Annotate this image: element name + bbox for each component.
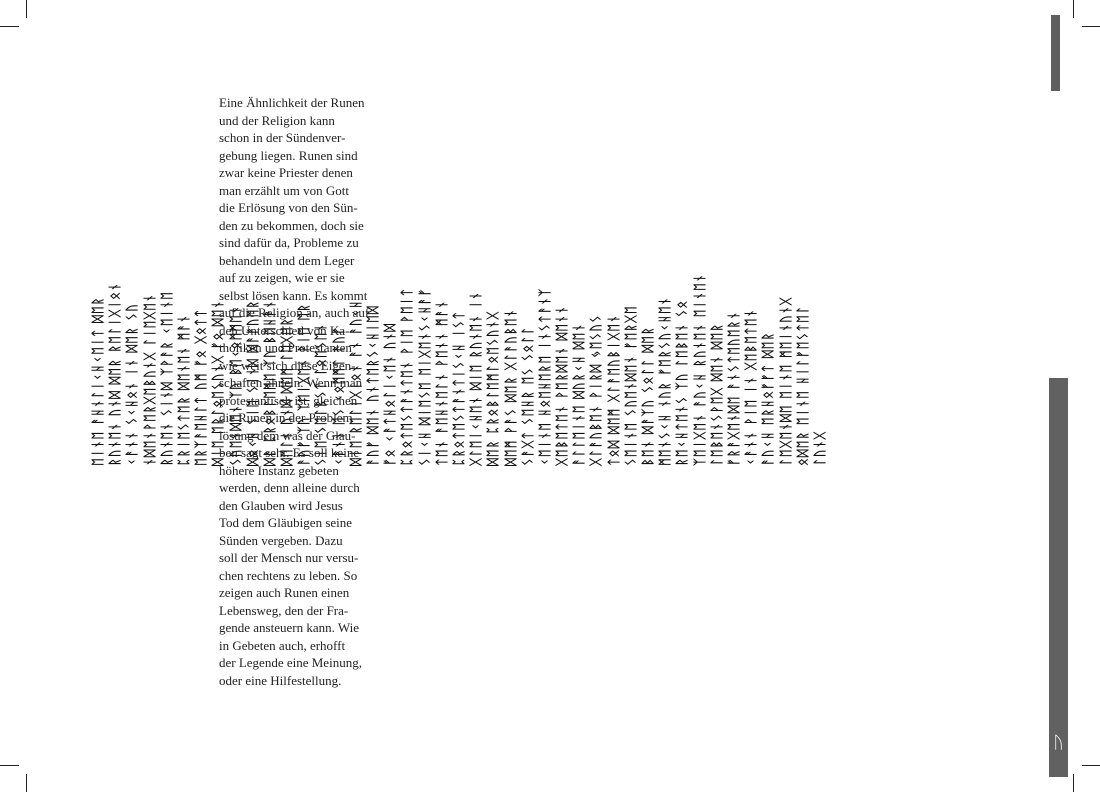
rune-text-line: ᛏᛖᚾ ᚨᛖᚺᚾᛖᛚᚾ ᚹᛖᚾᚾ ᛗᚨᚾ (434, 299, 450, 466)
body-text-line: in Gebeten auch, erhofft (219, 637, 346, 653)
crop-mark-top-left-horizontal (0, 26, 19, 27)
rune-text-line: ᚱᛖᚲᚺᛏᛖᚾᛊ ᛉᚢ ᛚᛖᛒᛖᚾ ᛊᛟ (675, 299, 691, 466)
body-text-line: selbst lösen kann. Es kommt (219, 287, 368, 303)
chapter-tab-top (1051, 15, 1060, 91)
rune-text-line: ᛞᚨ ᛈᚱᛟᛒᛚᛖᛗᛖ ᛉᚢ ᛒᛖᚺᚨᚾ (262, 299, 278, 466)
crop-mark-top-left-vertical (26, 0, 27, 18)
crop-mark-top-right-horizontal (1082, 26, 1100, 27)
rune-text-line: ᚨᚢᚠ ᛞᛖᚾ ᚢᚾᛏᛖᚱᛊᚲᚺᛁᛖᛞ (366, 305, 381, 466)
rune-text-line: ᚲᚨᚾᚾ ᚹᛁᛖ ᛁᚾ ᚷᛖᛒᛖᛏᛖᚾ (744, 308, 760, 466)
rune-text-line: ᛗᛖᚾᛊᚲᚺ ᚾᚢᚱ ᚠᛖᚱᛊᚢᚲᚺᛖᚾ (658, 296, 674, 466)
body-text-line: den Glauben wird Jesus (219, 497, 343, 513)
body-text-line: den Unterschied von Ka- (219, 322, 350, 338)
rune-text-line: ᛚᚢᚾᚷ (812, 430, 828, 466)
body-text-line: auf die Religion an, auch auf (219, 305, 370, 320)
body-text-line: oder eine Hilfestellung. (219, 672, 342, 688)
body-text-line: protestantisch ist, gleichen (219, 392, 358, 408)
rune-text-line: ᛊᛖᛁᚾᛖ ᛊᚢᛖᚾᛞᛖᚾ ᚠᛖᚱᚷᛖ (623, 305, 639, 466)
body-text-line: der Legende eine Meinung, (219, 655, 362, 670)
body-text-line: höhere Instanz gebeten (219, 462, 339, 478)
rune-text-line: ᛈᚱᛟᛏᛖᛊᛏᚨᚾᛏᛁᛊᚲᚺ ᛁᛊᛏ (451, 310, 467, 466)
body-text-line: behandeln und dem Leger (219, 252, 355, 268)
body-text-line: wie weit sich diese Eigen- (219, 357, 356, 373)
rune-text-line: ᛊᛁᚲᚺ ᛞᛁᛖᛊᛖ ᛖᛁᚷᛖᚾᛊᚲᚺᚨᚠ (417, 287, 433, 466)
body-text-line: man erzählt um von Gott (219, 182, 349, 198)
body-text-line: soll der Mensch nur versu- (219, 550, 359, 565)
rune-text-line: ᚲᚨᚾᚾ ᛖᛊ ᚲᛟᛗᛗᛏ ᚨᚢᚠ (331, 326, 347, 466)
rune-text-line: ᛈᚱᛁᛖᛊᛏᛖᚱ ᛞᛖᚾᛖᚾ ᛗᚨᚾ (176, 314, 192, 466)
rune-text-line: ᛒᛖᚾ ᛞᚨᛉᚢ ᛊᛟᛚᛚ ᛞᛖᚱ (641, 326, 656, 466)
body-text-line: den zu bekommen, doch sie (219, 217, 364, 233)
body-text-line: auf zu zeigen, wie er sie (219, 270, 345, 285)
rune-text-line: ᚾᛞᛖᚾᚹᛖᚱᚷᛖᛒᚢᚾᚷ ᛚᛁᛖᚷᛖᚾ (142, 293, 158, 466)
rune-text-line: ᚠᛟ ᚲᚨᛏᚺᛟᛚᛁᚲᛖᚾ ᚢᚾᛞ (383, 322, 399, 466)
rune-text-line: ᛞᛖᛗ ᚹᚨᛊ ᛞᛖᚱ ᚷᛚᚨᚢᛒᛖᚾ (503, 308, 519, 466)
body-text-line: lösung dem was der Glau- (219, 427, 356, 443)
rune-text-line: ᚨᚢᚠ ᛉᚢ ᛉᛖᛁᚷᛖᚾ ᚹᛁᛖ ᛖᚱ (297, 303, 313, 466)
rune-text-line: ᛊᚨᚷᛏ ᛊᛖᚺᚱ ᛖᛊ ᛊᛟᛚᛚ (520, 326, 536, 466)
body-text-column (219, 94, 379, 689)
body-text-line: ben sagt sehr. Es soll keine (219, 445, 360, 460)
chapter-tab-bottom (1049, 378, 1068, 777)
rune-text-line: ᚠᚱᚨᚷᛖᚾᛞᛖ ᚨᚾᛊᛏᛖᚢᛖᚱᚾ (726, 310, 742, 466)
body-text-line: die Erlösung von den Sün- (219, 200, 358, 215)
rune-text-line: ᛚᛖᚷᛖᚾᛞᛖ ᛖᛁᚾᛖ ᛗᛖᛁᚾᚢᚾᚷ (778, 296, 794, 466)
rune-text-line: ᛟᛞᛖᚱ ᛖᛁᚾᛖ ᚺᛁᛚᚠᛖᛊᛏᛖᛚ (795, 305, 811, 466)
rune-text-line: ᛞᛖᛚᚾ ᚢᚾᛞ ᛞᛖᛗ ᛚᛖᚷᛖᚱ (280, 317, 296, 466)
rune-text-line: ᚷᛚᚨᚢᛒᛖᚾ ᚹᛁᚱᛞ ᛃᛖᛊᚢᛊ (589, 314, 605, 466)
rune-text-line: ᛞᛟᚲᚺ ᛊᛁᛖ ᛊᛁᚾᛞ ᛞᚨᚠᚢᛖᚱ (245, 299, 261, 466)
body-text-line: chen rechtens zu leben. So (219, 567, 358, 583)
rune-text-line: ᛖᛁᚾᛖ ᚨᚺᚾᛚᛁᚲᚺᚲᛖᛁᛏ ᛞᛖᚱ (91, 296, 106, 466)
rune-text-line: ᛊᛁᛖ ᛊᛖᛚᛒᛊᛏ ᛚᛟᛖᛊᛖᚾ (314, 322, 330, 466)
body-text-line: Tod dem Gläubigen seine (219, 515, 353, 530)
rune-text-line: ᚷᛚᛖᛁᚲᚺᛖᚾ ᛞᛁᛖ ᚱᚢᚾᛖᚾ ᛁᚾ (469, 291, 485, 466)
body-text-line: gebung liegen. Runen sind (219, 147, 358, 163)
rune-text-line: ᚲᚨᚾᚾ ᛊᚲᚺᛟᚾ ᛁᚾ ᛞᛖᚱ ᛊᚢ (125, 303, 141, 466)
body-text-line: sind dafür da, Probleme zu (219, 235, 359, 250)
body-text-line: werden, denn alleine durch (219, 480, 360, 495)
rune-text-line: ᛈᚱᛟᛏᛖᛊᛏᚨᚾᛏᛖᚾ ᚹᛁᛖ ᚹᛖᛁᛏ (400, 287, 416, 466)
rune-text-line: ᛞᛖᚱ ᛈᚱᛟᛒᛚᛖᛗᛚᛟᛖᛊᚢᚾᚷ (486, 310, 502, 466)
rune-text-line: ᚱᚢᚾᛖᚾ ᛊᛁᚾᛞ ᛉᚹᚨᚱ ᚲᛖᛁᚾᛖ (159, 291, 175, 466)
crop-mark-bottom-right-vertical (1073, 774, 1074, 792)
page-number-rune: ᚢ (1053, 733, 1064, 753)
body-text-line: schaften ähneln. Wenn man (219, 375, 363, 390)
body-text-line: die Runen in der Problem- (219, 410, 357, 425)
rune-text-line: ᚲᛖᛁᚾᛖ ᚺᛟᛖᚺᛖᚱᛖ ᛁᚾᛊᛏᚨᚾᛉ (537, 287, 553, 466)
crop-mark-bottom-left-horizontal (0, 765, 19, 766)
rune-text-line: ᛞᛁᛖ ᛖᚱᛚᛟᛖᛊᚢᚾᚷ ᚠᛟ ᛞᛖᚾ (211, 299, 227, 466)
body-text-line: schon in der Sündenver- (219, 130, 346, 145)
body-text-line: Lebensweg, den der Fra- (219, 602, 349, 618)
body-text-line: Eine Ähnlichkeit der Runen (219, 95, 365, 110)
rune-text-line: ᚷᛖᛒᛖᛏᛖᚾ ᚹᛖᚱᛞᛖᚾ ᛞᛖᚾᚾ (555, 305, 571, 466)
body-text-line: zwar keine Priester denen (219, 165, 353, 180)
rune-text-line: ᛊᚢᛖᚾᛞᛖᚾ ᛉᚢ ᛒᛖᚲᛟᛗᛗᛖᚾ (228, 305, 244, 466)
crop-mark-top-right-vertical (1073, 0, 1074, 18)
rune-text-line: ᛚᛖᛒᛖᚾᛊᚹᛖᚷ ᛞᛖᚾ ᛞᛖᚱ (709, 322, 725, 466)
body-text-line: und der Religion kann (219, 112, 335, 128)
rune-text-line: ᛖᚱᛉᚨᛖᚺᛚᛏ ᚢᛗ ᚠᛟ ᚷᛟᛏᛏ (194, 308, 210, 466)
body-text-line: tholiken und Protestanten (219, 340, 352, 355)
crop-mark-bottom-right-horizontal (1082, 765, 1100, 766)
rune-text-line: ᚨᚢᚲᚺ ᛖᚱᚺᛟᚠᚠᛏ ᛞᛖᚱ (761, 331, 777, 466)
rune-text-line: ᛞᛁᛖ ᚱᛖᛚᛁᚷᛁᛟᚾ ᚨᚾ ᚨᚢᚲᚺ (348, 299, 364, 466)
rune-text-line: ᚨᛚᛚᛖᛁᚾᛖ ᛞᚢᚱᚲᚺ ᛞᛖᚾ (572, 322, 588, 466)
rune-text-line: ᛉᛖᛁᚷᛖᚾ ᚨᚢᚲᚺ ᚱᚢᚾᛖᚾ ᛖᛁᚾᛖᚾ (692, 273, 708, 466)
body-text-line: Sünden vergeben. Dazu (219, 532, 343, 548)
rune-text-rotated (90, 273, 829, 466)
rune-text-line: ᚱᚢᚾᛖᚾ ᚢᚾᛞ ᛞᛖᚱ ᚱᛖᛚᛁᚷᛁᛟᚾ (108, 282, 124, 466)
rune-text-line: ᛏᛟᛞ ᛞᛖᛗ ᚷᛚᚨᛖᚢᛒᛁᚷᛖᚾ (606, 314, 622, 466)
body-text-line: gende ansteuern kann. Wie (219, 620, 360, 635)
crop-mark-bottom-left-vertical (26, 774, 27, 792)
body-text-line: zeigen auch Runen einen (219, 585, 350, 600)
